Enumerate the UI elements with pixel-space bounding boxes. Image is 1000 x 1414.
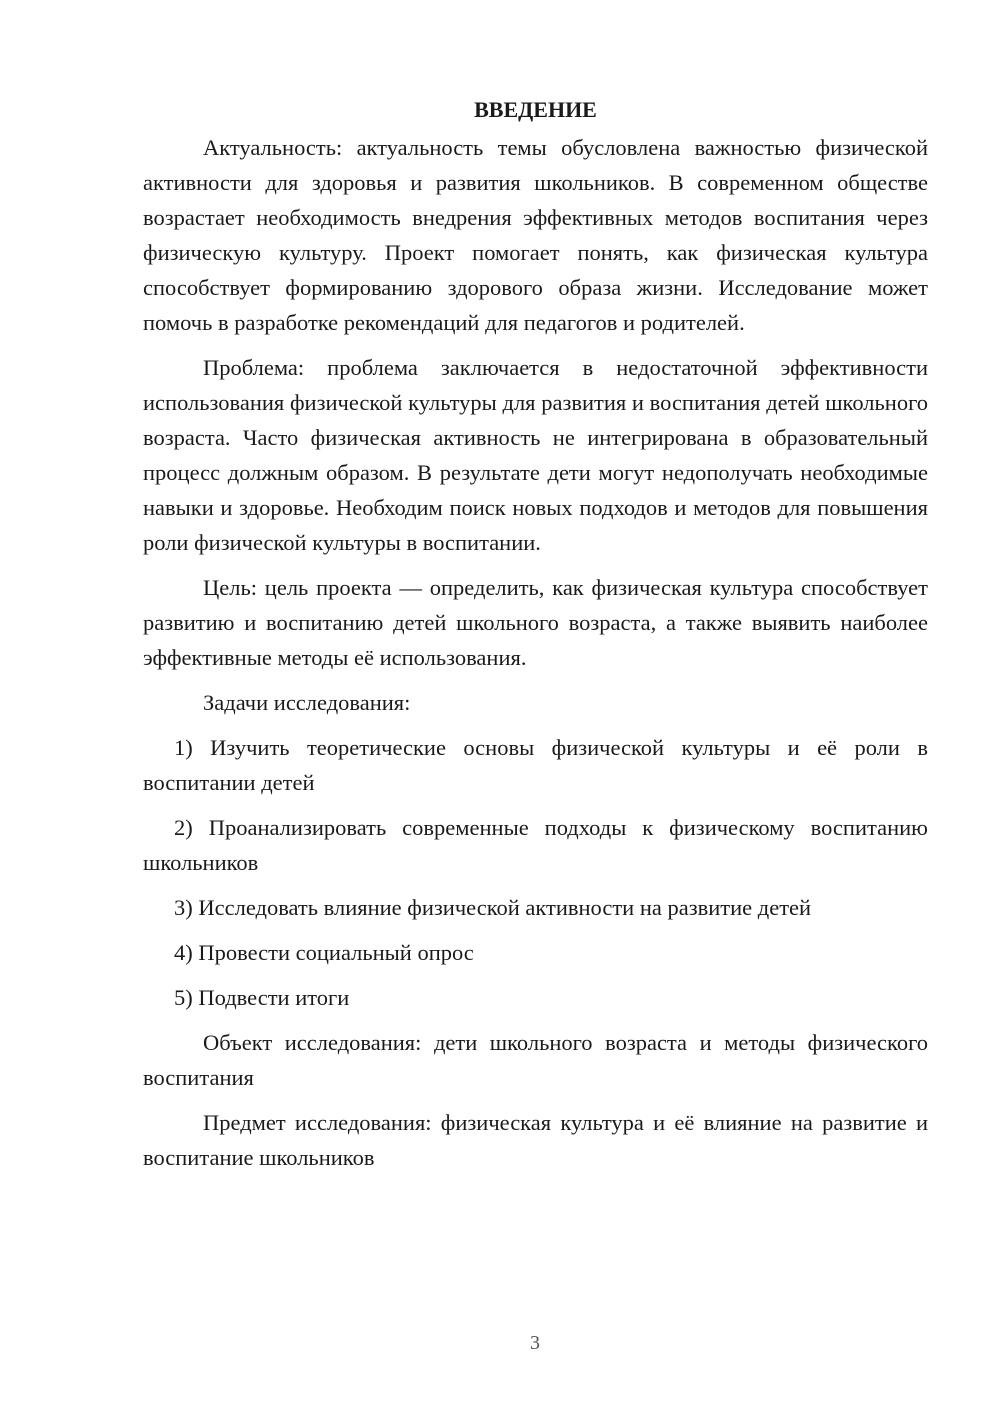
task-item: 5) Подвести итоги — [174, 985, 350, 1010]
relevance-paragraph: Актуальность: актуальность темы обусловлена важностью физической активности для здоровья и развития школьников. В современном обществе возрастает необходимость внедрения эффективных методов воспитания через физическую культуру. Проект помогает понять, как физическая культура способствует формированию здорового образа жизни. Исследование может помочь в разработке рекомендаций для педагогов и родителей. — [143, 135, 928, 335]
task-item: 3) Исследовать влияние физической активности на развитие детей — [174, 895, 812, 920]
task-item: 4) Провести социальный опрос — [174, 940, 474, 965]
page-number: 3 — [530, 1332, 540, 1354]
document-page — [143, 90, 928, 1185]
object-paragraph: Объект исследования: дети школьного возраста и методы физического воспитания — [143, 1030, 928, 1090]
page-title: ВВЕДЕНИЕ — [474, 97, 597, 122]
subject-paragraph: Предмет исследования: физическая культура и её влияние на развитие и воспитание школьников — [143, 1110, 928, 1170]
task-item: 1) Изучить теоретические основы физической культуры и её роли в воспитании детей — [143, 735, 928, 795]
task-item: 2) Проанализировать современные подходы к физическому воспитанию школьников — [143, 815, 928, 875]
goal-paragraph: Цель: цель проекта — определить, как физическая культура способствует развитию и воспитанию детей школьного возраста, а также выявить наиболее эффективные методы её использования. — [143, 575, 928, 670]
tasks-title: Задачи исследования: — [203, 690, 411, 715]
problem-paragraph: Проблема: проблема заключается в недостаточной эффективности использования физической культуры для развития и воспитания детей школьного возраста. Часто физическая активность не интегрирована в образовательный процесс должным образом. В результате дети могут недополучать необходимые навыки и здоровье. Необходим поиск новых подходов и методов для повышения роли физической культуры в воспитании. — [143, 355, 928, 555]
